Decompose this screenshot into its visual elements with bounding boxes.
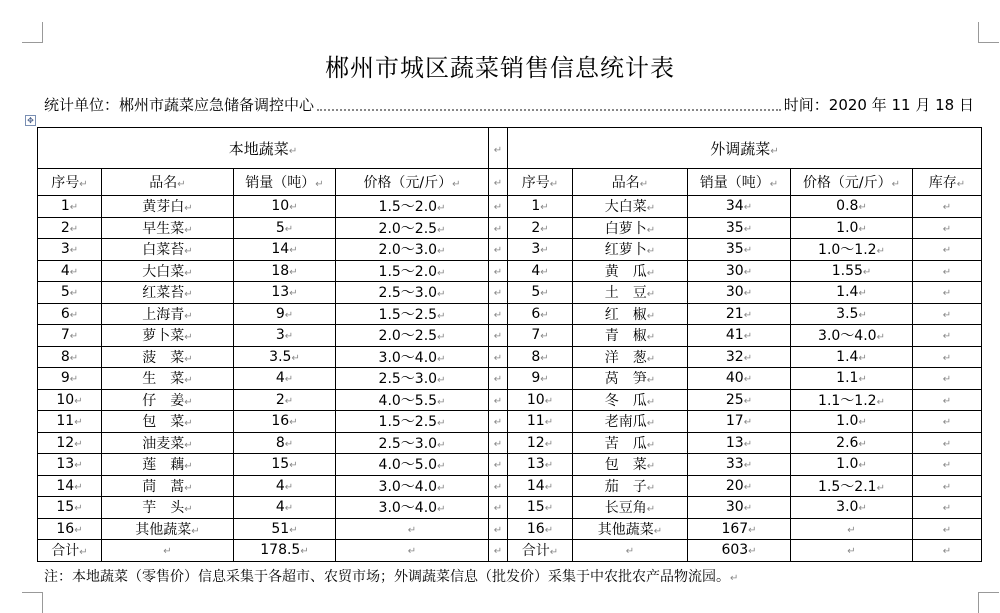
table-move-handle-icon[interactable]: ✥ [25,115,36,126]
local-cell-sales: 51 ↵ [234,518,336,540]
table-row [38,196,982,218]
imported-cell-name: 白萝卜 ↵ [573,217,688,239]
total-row [38,540,982,562]
imported-cell-name: 洋 葱 ↵ [573,346,688,368]
unit-line [44,94,974,115]
imported-cell-name: 老南瓜 ↵ [573,411,688,433]
imported-cell-stock [913,454,982,476]
local-cell-price: 1.5～2.5 ↵ [336,303,489,325]
column-header-row [38,169,982,196]
imported-cell-name: 大白菜 ↵ [573,196,688,218]
imported-cell-name: 苦 瓜 ↵ [573,432,688,454]
local-cell-name: 菠 菜 ↵ [102,346,234,368]
imported-cell-name [573,540,688,562]
imported-cell-price: 1.1～1.2 ↵ [791,389,913,411]
local-cell-price: 2.5～3.0 ↵ [336,282,489,304]
local-cell-index: 7 ↵ [38,325,102,347]
gap-cell [489,217,508,239]
local-cell-index: 4 ↵ [38,260,102,282]
local-section-title: 本地蔬菜 ↵ [38,128,489,169]
local-cell-name: 仔 姜 ↵ [102,389,234,411]
local-cell-price: 4.0～5.0 ↵ [336,454,489,476]
dot-leader [317,99,781,111]
local-cell-sales: 16 ↵ [234,411,336,433]
local-cell-name: 生 菜 ↵ [102,368,234,390]
local-cell-index: 8 ↵ [38,346,102,368]
local-cell-sales: 18 ↵ [234,260,336,282]
local-column-header: 序号 ↵ [38,169,102,196]
gap-cell [489,432,508,454]
imported-cell-stock [913,325,982,347]
table-row [38,260,982,282]
gap-cell [489,169,508,196]
table-row [38,454,982,476]
gap-cell [489,128,508,169]
local-cell-name: 其他蔬菜 ↵ [102,518,234,540]
imported-cell-index: 6 ↵ [508,303,573,325]
imported-cell-price: 1.55 ↵ [791,260,913,282]
local-cell-index: 12 ↵ [38,432,102,454]
imported-cell-price: 1.1 ↵ [791,368,913,390]
local-cell-sales: 13 ↵ [234,282,336,304]
crop-mark-top-left [22,22,43,43]
local-cell-sales: 3 ↵ [234,325,336,347]
local-cell-name: 红菜苔 ↵ [102,282,234,304]
imported-cell-sales: 17 ↵ [688,411,791,433]
imported-cell-index: 合计 ↵ [508,540,573,562]
page-title: 郴州市城区蔬菜销售信息统计表 [325,54,675,82]
imported-cell-sales: 34 ↵ [688,196,791,218]
imported-cell-index: 12 ↵ [508,432,573,454]
imported-cell-name: 红萝卜 ↵ [573,239,688,261]
imported-cell-price: 1.4 ↵ [791,282,913,304]
imported-cell-stock [913,346,982,368]
imported-cell-stock [913,368,982,390]
local-cell-index: 1 ↵ [38,196,102,218]
imported-cell-sales: 167 ↵ [688,518,791,540]
imported-cell-stock [913,518,982,540]
table-row [38,303,982,325]
local-cell-sales: 9 ↵ [234,303,336,325]
local-cell-price: 1.5～2.0 ↵ [336,260,489,282]
local-cell-price: 3.0～4.0 ↵ [336,346,489,368]
imported-cell-stock [913,432,982,454]
table-row [38,368,982,390]
imported-cell-price [791,540,913,562]
imported-cell-stock [913,239,982,261]
local-cell-index: 2 ↵ [38,217,102,239]
imported-cell-name: 黄 瓜 ↵ [573,260,688,282]
imported-cell-stock [913,217,982,239]
local-cell-index: 合计 ↵ [38,540,102,562]
local-cell-price: 1.5～2.5 ↵ [336,411,489,433]
table-row [38,497,982,519]
local-cell-name: 早生菜 ↵ [102,217,234,239]
imported-column-header: 价格（元/斤） ↵ [791,169,913,196]
gap-cell [489,497,508,519]
imported-cell-stock [913,540,982,562]
imported-cell-index: 1 ↵ [508,196,573,218]
local-cell-index: 13 ↵ [38,454,102,476]
local-cell-sales: 15 ↵ [234,454,336,476]
local-cell-index: 6 ↵ [38,303,102,325]
local-cell-name: 莲 藕 ↵ [102,454,234,476]
gap-cell [489,239,508,261]
table-row [38,475,982,497]
imported-cell-name: 茄 子 ↵ [573,475,688,497]
imported-cell-name: 其他蔬菜 ↵ [573,518,688,540]
imported-cell-sales: 30 ↵ [688,282,791,304]
local-cell-price: 3.0～4.0 ↵ [336,497,489,519]
local-cell-sales: 4 ↵ [234,497,336,519]
imported-cell-sales: 32 ↵ [688,346,791,368]
local-cell-name: 茼 蒿 ↵ [102,475,234,497]
imported-cell-sales: 20 ↵ [688,475,791,497]
sales-table [37,127,982,562]
local-cell-name: 上海青 ↵ [102,303,234,325]
local-cell-sales: 178.5 ↵ [234,540,336,562]
imported-cell-name: 冬 瓜 ↵ [573,389,688,411]
local-cell-price: 1.5～2.0 ↵ [336,196,489,218]
imported-cell-index: 15 ↵ [508,497,573,519]
imported-column-header: 销量（吨） ↵ [688,169,791,196]
imported-cell-name: 土 豆 ↵ [573,282,688,304]
imported-column-header: 库存 ↵ [913,169,982,196]
table-row [38,217,982,239]
local-cell-sales: 8 ↵ [234,432,336,454]
imported-cell-price: 3.0 ↵ [791,497,913,519]
crop-mark-top-right [978,22,999,43]
imported-cell-index: 2 ↵ [508,217,573,239]
imported-cell-price: 1.0 ↵ [791,411,913,433]
local-cell-sales: 10 ↵ [234,196,336,218]
local-cell-price: 2.0～2.5 ↵ [336,217,489,239]
local-cell-price: 2.5～3.0 ↵ [336,368,489,390]
imported-cell-price: 0.8 ↵ [791,196,913,218]
imported-cell-sales: 33 ↵ [688,454,791,476]
gap-cell [489,196,508,218]
local-cell-sales: 4 ↵ [234,368,336,390]
unit-label: 统计单位：郴州市蔬菜应急储备调控中心 [44,96,315,114]
local-cell-price [336,518,489,540]
gap-cell [489,260,508,282]
imported-cell-price: 1.0 ↵ [791,217,913,239]
gap-cell [489,454,508,476]
imported-cell-stock [913,389,982,411]
gap-cell [489,518,508,540]
local-cell-price: 2.0～3.0 ↵ [336,239,489,261]
local-cell-name: 油麦菜 ↵ [102,432,234,454]
imported-cell-index: 9 ↵ [508,368,573,390]
local-cell-price: 4.0～5.5 ↵ [336,389,489,411]
imported-cell-sales: 21 ↵ [688,303,791,325]
local-cell-index: 11 ↵ [38,411,102,433]
imported-cell-sales: 13 ↵ [688,432,791,454]
imported-cell-index: 3 ↵ [508,239,573,261]
table-row [38,346,982,368]
imported-column-header: 品名 ↵ [573,169,688,196]
imported-cell-sales: 35 ↵ [688,217,791,239]
local-cell-name: 芋 头 ↵ [102,497,234,519]
gap-cell [489,411,508,433]
imported-cell-price: 1.4 ↵ [791,346,913,368]
local-cell-sales: 4 ↵ [234,475,336,497]
table-row [38,518,982,540]
local-cell-sales: 5 ↵ [234,217,336,239]
local-cell-name: 大白菜 ↵ [102,260,234,282]
imported-cell-stock [913,282,982,304]
gap-cell [489,540,508,562]
imported-cell-sales: 40 ↵ [688,368,791,390]
section-header-row [38,128,982,169]
imported-cell-index: 5 ↵ [508,282,573,304]
imported-cell-name: 包 菜 ↵ [573,454,688,476]
imported-cell-name: 红 椒 ↵ [573,303,688,325]
table-row [38,411,982,433]
imported-cell-index: 8 ↵ [508,346,573,368]
gap-cell [489,282,508,304]
imported-cell-price: 2.6 ↵ [791,432,913,454]
gap-cell [489,389,508,411]
imported-cell-index: 16 ↵ [508,518,573,540]
local-cell-index: 5 ↵ [38,282,102,304]
local-cell-sales: 3.5 ↵ [234,346,336,368]
imported-cell-name: 长豆角 ↵ [573,497,688,519]
imported-cell-sales: 30 ↵ [688,497,791,519]
local-column-header: 品名 ↵ [102,169,234,196]
local-cell-price [336,540,489,562]
imported-cell-index: 13 ↵ [508,454,573,476]
local-cell-index: 14 ↵ [38,475,102,497]
imported-cell-sales: 25 ↵ [688,389,791,411]
imported-section-title: 外调蔬菜 ↵ [508,128,982,169]
local-column-header: 销量（吨） ↵ [234,169,336,196]
imported-cell-index: 4 ↵ [508,260,573,282]
local-cell-index: 16 ↵ [38,518,102,540]
imported-column-header: 序号 ↵ [508,169,573,196]
gap-cell [489,368,508,390]
imported-cell-stock [913,411,982,433]
gap-cell [489,475,508,497]
table-row [38,389,982,411]
imported-cell-sales: 41 ↵ [688,325,791,347]
imported-cell-index: 14 ↵ [508,475,573,497]
gap-cell [489,346,508,368]
imported-cell-sales: 30 ↵ [688,260,791,282]
imported-cell-stock [913,497,982,519]
date-label: 时间：2020 年 11 月 18 日 [783,96,974,114]
table-row [38,432,982,454]
imported-cell-price [791,518,913,540]
imported-cell-price: 1.0 ↵ [791,454,913,476]
table-row [38,282,982,304]
footnote: 注：本地蔬菜（零售价）信息采集于各超市、农贸市场；外调蔬菜信息（批发价）采集于中农批农产品物流园。 ↵ [44,566,738,586]
local-cell-name: 包 菜 ↵ [102,411,234,433]
local-column-header: 价格（元/斤） ↵ [336,169,489,196]
table-row [38,239,982,261]
local-cell-index: 9 ↵ [38,368,102,390]
local-cell-name: 萝卜菜 ↵ [102,325,234,347]
local-cell-name: 黄芽白 ↵ [102,196,234,218]
local-cell-sales: 2 ↵ [234,389,336,411]
local-cell-name [102,540,234,562]
local-cell-sales: 14 ↵ [234,239,336,261]
local-cell-index: 3 ↵ [38,239,102,261]
local-cell-name: 白菜苔 ↵ [102,239,234,261]
imported-cell-sales: 35 ↵ [688,239,791,261]
local-cell-price: 3.0～4.0 ↵ [336,475,489,497]
imported-cell-stock [913,303,982,325]
imported-cell-sales: 603 ↵ [688,540,791,562]
local-cell-price: 2.0～2.5 ↵ [336,325,489,347]
local-cell-price: 2.5～3.0 ↵ [336,432,489,454]
imported-cell-stock [913,475,982,497]
imported-cell-index: 10 ↵ [508,389,573,411]
imported-cell-index: 11 ↵ [508,411,573,433]
imported-cell-name: 青 椒 ↵ [573,325,688,347]
table-row [38,325,982,347]
imported-cell-stock [913,196,982,218]
imported-cell-price: 3.5 ↵ [791,303,913,325]
gap-cell [489,303,508,325]
imported-cell-price: 3.0～4.0 ↵ [791,325,913,347]
gap-cell [489,325,508,347]
local-cell-index: 10 ↵ [38,389,102,411]
local-cell-index: 15 ↵ [38,497,102,519]
imported-cell-price: 1.5～2.1 ↵ [791,475,913,497]
imported-cell-price: 1.0～1.2 ↵ [791,239,913,261]
imported-cell-stock [913,260,982,282]
imported-cell-index: 7 ↵ [508,325,573,347]
imported-cell-name: 莴 笋 ↵ [573,368,688,390]
